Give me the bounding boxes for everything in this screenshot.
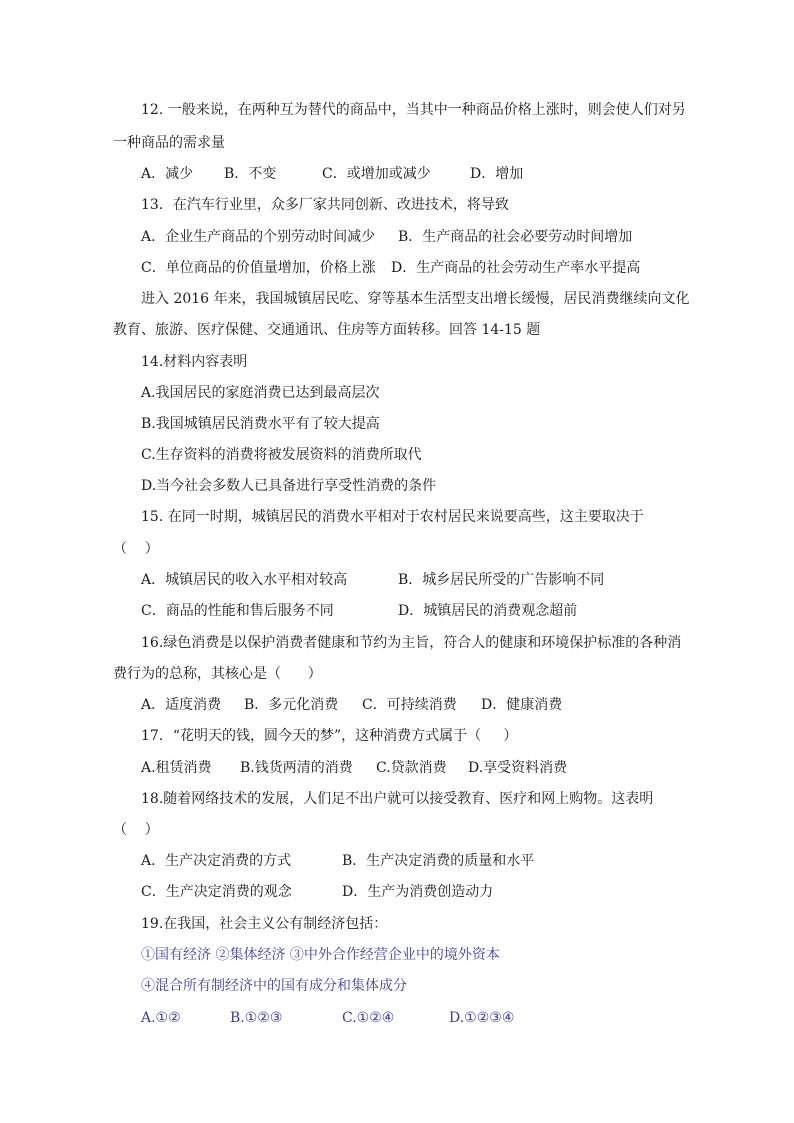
q12-option-c: C．或增加或减少 xyxy=(322,166,431,182)
q16-option-a: A．适度消费 xyxy=(141,697,222,713)
q17-option-c: C.贷款消费 xyxy=(376,760,447,776)
q16-option-b: B．多元化消费 xyxy=(244,697,339,713)
q18-stem-line1: 18.随着网络技术的发展，人们足不出户就可以接受教育、医疗和网上购物。这表明 xyxy=(141,791,654,807)
q12-stem-line1: 12. 一般来说，在两种互为替代的商品中，当其中一种商品价格上涨时，则会使人们对另 xyxy=(141,102,686,118)
q12-option-b: B．不变 xyxy=(224,166,277,182)
q15-option-c: C．商品的性能和售后服务不同 xyxy=(141,603,334,619)
q12-option-a: A．减少 xyxy=(141,166,194,182)
q16-stem-line1: 16.绿色消费是以保护消费者健康和节约为主旨，符合人的健康和环境保护标准的各种消 xyxy=(141,635,682,651)
q13-option-d: D．生产商品的社会劳动生产率水平提高 xyxy=(391,260,641,276)
q17-option-d: D.享受资料消费 xyxy=(468,760,568,776)
q19-items-line1: ①国有经济 ②集体经济 ③中外合作经营企业中的境外资本 xyxy=(141,947,500,963)
q16-stem-line2: 费行为的总称，其核心是（ ） xyxy=(113,666,322,682)
q18-stem-line2: （ ） xyxy=(113,822,159,838)
q17-stem: 17．“花明天的钱，圆今天的梦”，这种消费方式属于（ ） xyxy=(141,728,518,744)
q19-option-a: A.①② xyxy=(141,1010,181,1026)
q12-option-d: D．增加 xyxy=(470,166,524,182)
q14-option-a: A.我国居民的家庭消费已达到最高层次 xyxy=(141,385,380,401)
q19-option-b: B.①②③ xyxy=(230,1010,283,1026)
q15-stem-line2: （ ） xyxy=(113,541,159,557)
q18-option-b: B．生产决定消费的质量和水平 xyxy=(342,853,535,869)
q13-stem: 13．在汽车行业里，众多厂家共同创新、改进技术，将导致 xyxy=(141,197,509,213)
q19-option-d: D.①②③④ xyxy=(449,1010,515,1026)
q15-option-b: B．城乡居民所受的广告影响不同 xyxy=(398,572,605,588)
q16-option-c: C．可持续消费 xyxy=(362,697,457,713)
q19-stem: 19.在我国，社会主义公有制经济包括： xyxy=(141,916,388,932)
q14-option-b: B.我国城镇居民消费水平有了较大提高 xyxy=(141,416,380,432)
material-line1: 进入 2016 年来，我国城镇居民吃、穿等基本生活型支出增长缓慢，居民消费继续向文化 xyxy=(141,291,690,307)
q15-option-d: D．城镇居民的消费观念超前 xyxy=(398,603,578,619)
q13-option-b: B．生产商品的社会必要劳动时间增加 xyxy=(398,229,633,245)
q13-option-a: A．企业生产商品的个别劳动时间减少 xyxy=(141,229,376,245)
q14-option-c: C.生存资料的消费将被发展资料的消费所取代 xyxy=(141,447,422,463)
q19-option-c: C.①②④ xyxy=(342,1010,395,1026)
q12-stem-line2: 一种商品的需求量 xyxy=(113,135,225,151)
q14-option-d: D.当今社会多数人已具备进行享受性消费的条件 xyxy=(141,478,437,494)
q19-items-line2: ④混合所有制经济中的国有成分和集体成分 xyxy=(141,978,407,994)
q15-stem-line1: 15. 在同一时期，城镇居民的消费水平相对于农村居民来说要高些，这主要取决于 xyxy=(141,509,644,525)
q16-option-d: D．健康消费 xyxy=(481,697,563,713)
q15-option-a: A．城镇居民的收入水平相对较高 xyxy=(141,572,348,588)
q18-option-d: D．生产为消费创造动力 xyxy=(342,884,494,900)
q18-option-c: C．生产决定消费的观念 xyxy=(141,884,292,900)
q14-stem: 14.材料内容表明 xyxy=(141,354,248,370)
q18-option-a: A．生产决定消费的方式 xyxy=(141,853,292,869)
material-line2: 教育、旅游、医疗保健、交通通讯、住房等方面转移。回答 14-15 题 xyxy=(113,322,541,338)
q17-option-b: B.钱货两清的消费 xyxy=(240,760,353,776)
q17-option-a: A.租赁消费 xyxy=(141,760,212,776)
q13-option-c: C．单位商品的价值量增加，价格上涨 xyxy=(141,260,376,276)
